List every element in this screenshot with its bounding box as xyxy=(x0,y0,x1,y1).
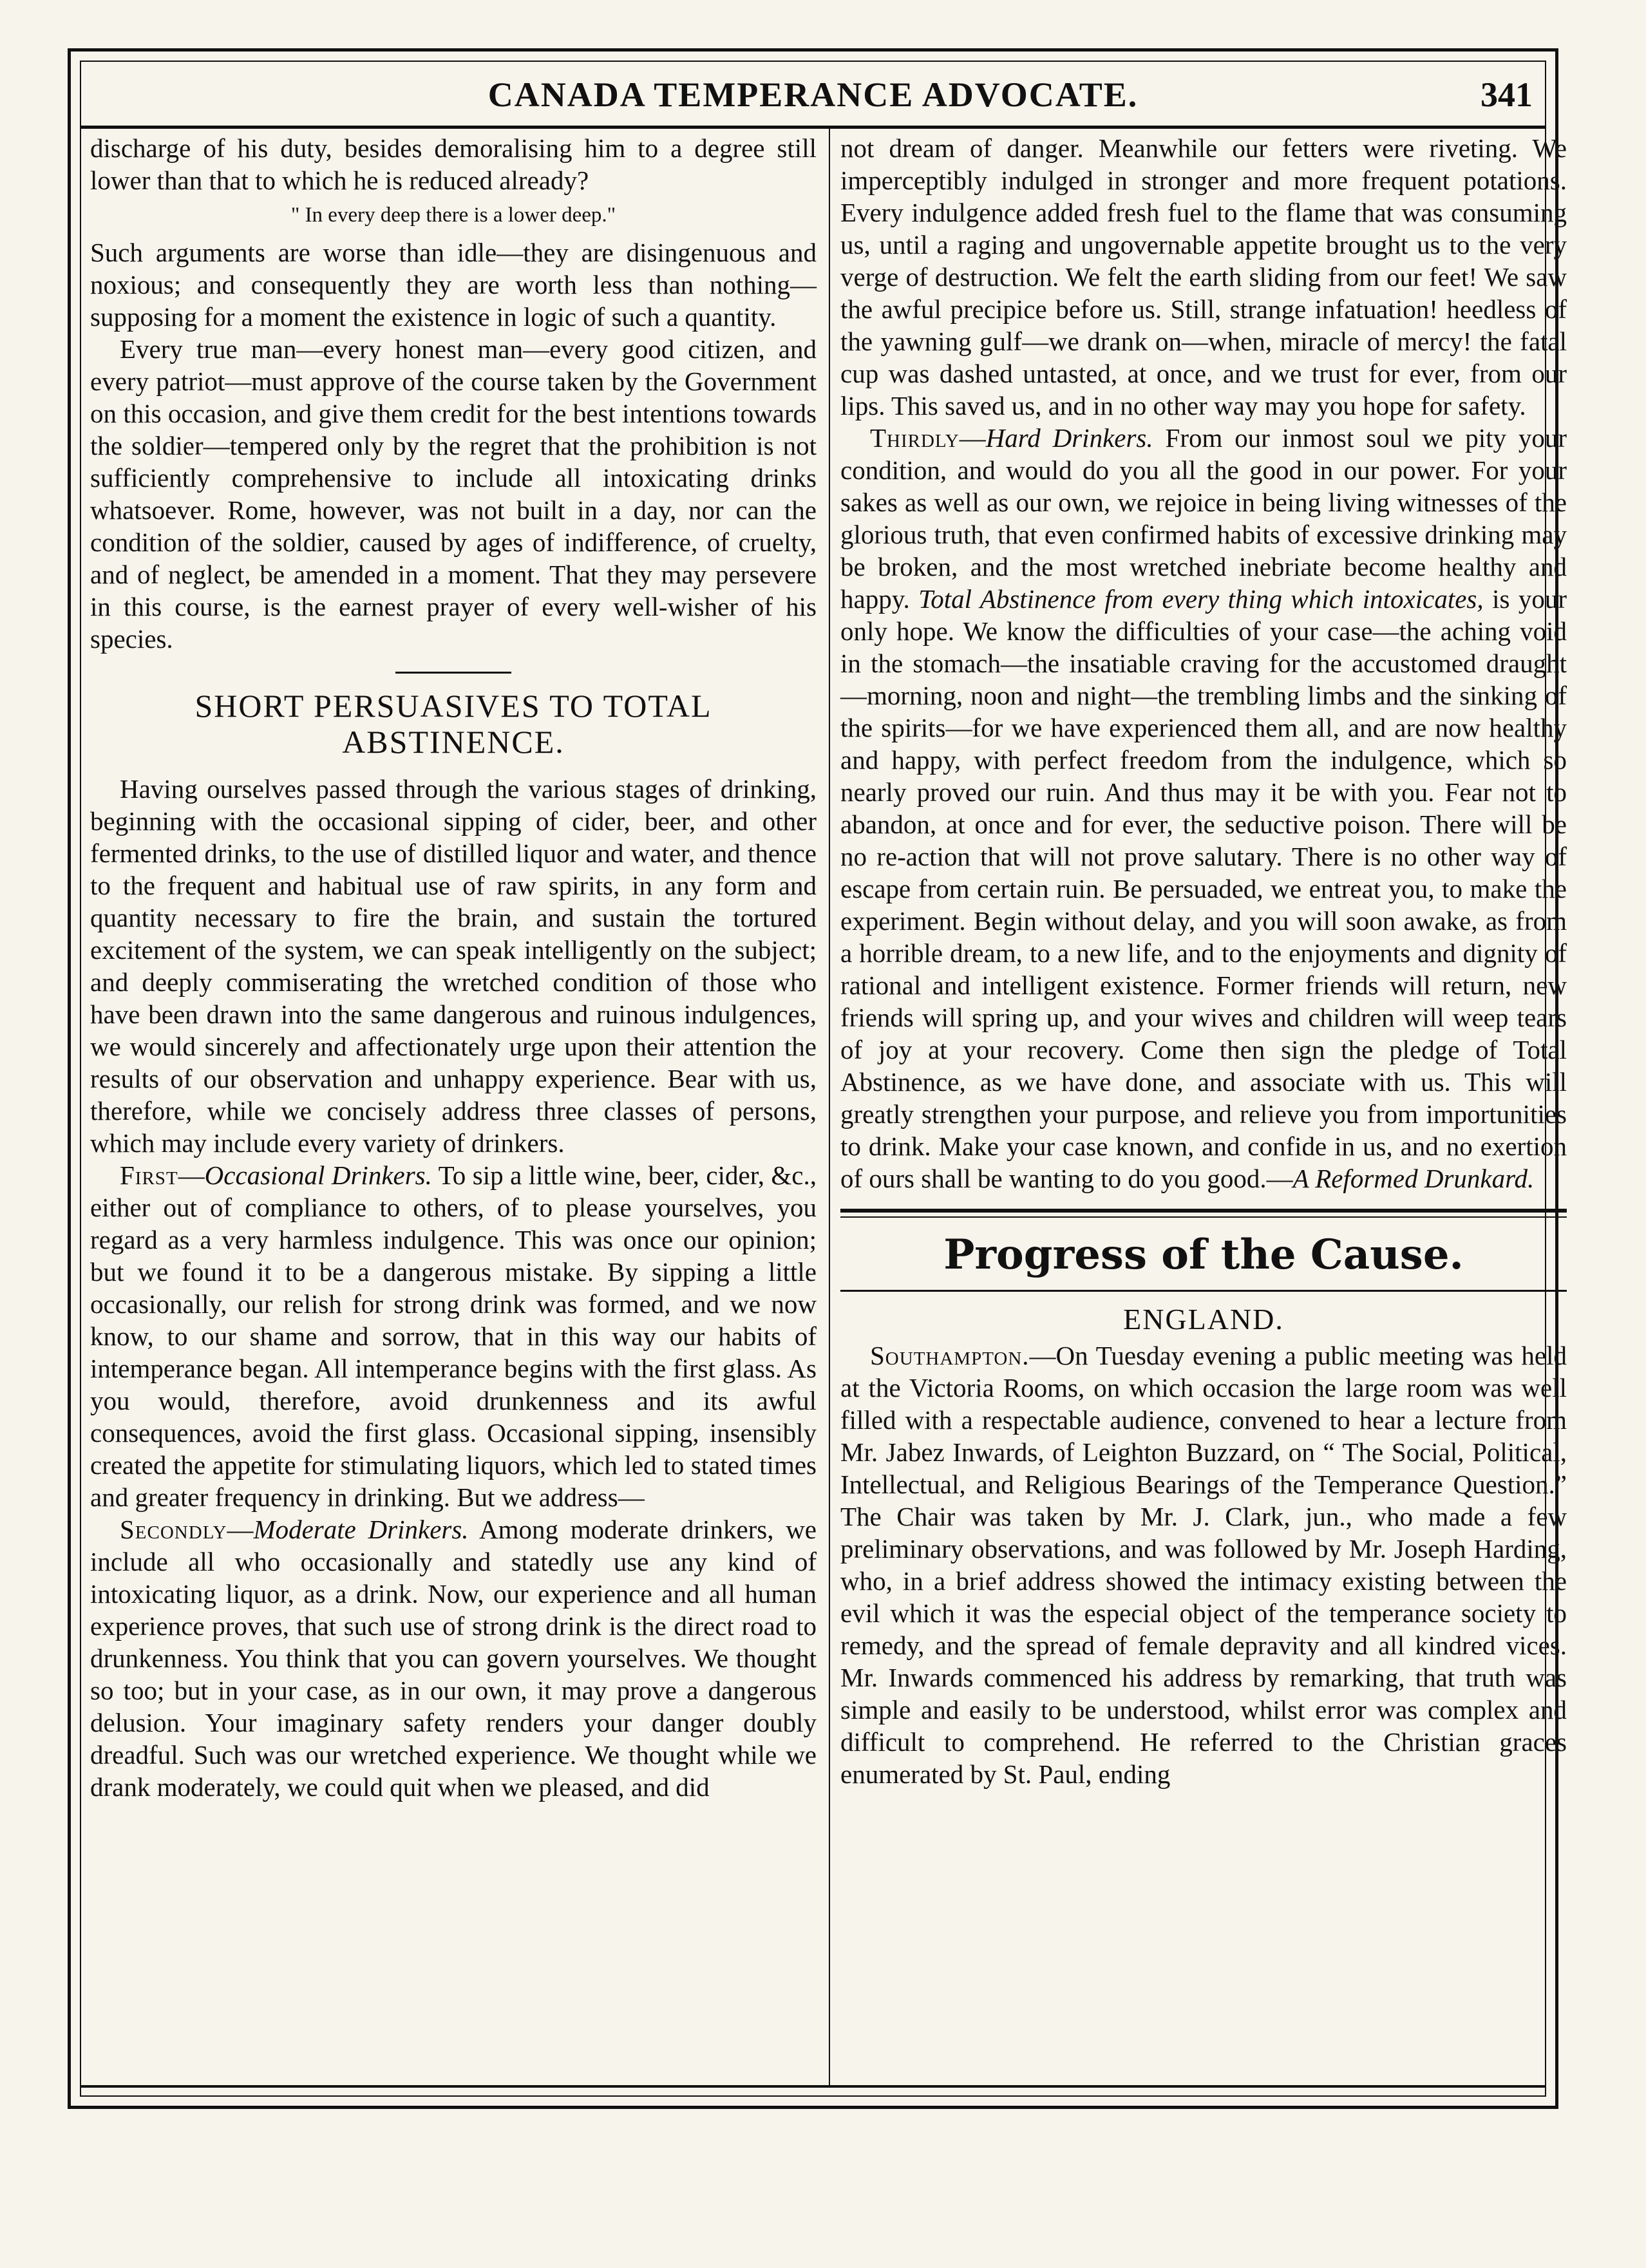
paragraph-text: —On Tuesday evening a public meeting was held at the Victoria Rooms, on which occasion the large room was well filled with a respectable audience, convened to hear a lecture from Mr. Jabez Inwards, of Leighton Buzzard, on “ The Social, Political, Intellectual, and Religious Bearings of the Temperance Question.” The Chair was taken by Mr. J. Clark, jun., who made a few preliminary observations, and was followed by Mr. Joseph Harding, who, in a brief address showed the intimacy existing between the evil which it was the especial object of the temperance society to remedy, and the spread of female depravity and all kindred vices. Mr. Inwards commenced his address by remarking, that truth was simple and easily to be understood, whilst error was complex and difficult to comprehend. He referred to the Christian graces enumerated by St. Paul, ending xyxy=(840,1341,1567,1789)
paragraph: Every true man—every honest man—every good citizen, and every patriot—must approve of the course taken by the Government on this occasion, and give them credit for the best intentions towards the soldier—tempered only by the regret that the prohibition is not sufficiently comprehensive to include all intoxicating drinks whatsoever. Rome, however, was not built in a day, nor can the condition of the soldier, caused by ages of indifference, of cruelty, and of neglect, be amended in a moment. That they may persevere in this course, is the earnest prayer of every well-wisher of his species. xyxy=(90,334,817,654)
class-label: First xyxy=(120,1160,178,1190)
class-title: Occasional Drinkers. xyxy=(204,1160,432,1190)
header-rule xyxy=(80,126,1546,129)
paragraph-report xyxy=(840,1339,1567,1790)
paragraph-text: Among moderate drinkers, we include all who occasionally and statedly use any kind of intoxicating liquor, as a drink. Now, our experience and all human experience proves, that such use of strong drink is the direct road to drunkenness. You think that you can govern yourselves. We thought so too; but in your case, as in our own, it may prove a dangerous delusion. Your imaginary safety renders your danger doubly dreadful. Such was our wretched experience. We thought while we drank moderately, we could quit when we pleased, and did xyxy=(90,1515,817,1802)
paragraph-second-class: Secondly—Moderate Drinkers. Among moderate drinkers, we include all who occasionally and statedly use any kind of intoxicating liquor, as a drink. Now, our experience and all human experience proves, that such use of strong drink is the direct road to drunkenness. You think that you can govern yourselves. We thought so too; but in your case, as in our own, it may prove a dangerous delusion. Your imaginary safety renders your danger doubly dreadful. Such was our wretched experience. We thought while we drank moderately, we could quit when we pleased, and did xyxy=(90,1515,817,1802)
section-double-rule xyxy=(840,1209,1567,1218)
page-number: 341 xyxy=(1480,75,1533,114)
section-divider xyxy=(395,672,511,674)
publication-title: CANADA TEMPERANCE ADVOCATE. xyxy=(487,75,1139,114)
paragraph-continued: discharge of his duty, besides demoralising him to a degree still lower than that to which he is reduced already? xyxy=(90,133,817,195)
paragraph-text: is your only hope. We know the difficulties of your case—the aching void in the stomach—the insatiable craving for the accustomed draught—morning, noon and night—the trembling limbs and the sinking of the spirits—for we have experienced them all, and are now healthy and happy, with perfect freedom from the indulgence, which so nearly proved our ruin. And thus may it be with you. Fear not to abandon, at once and for ever, the seductive poison. There will be no re-action that will not prove salutary. There is no other way of escape from certain ruin. Be persuaded, we entreat you, to make the experiment. Begin without delay, and you will soon awake, as from a horrible dream, to a new life, and to the enjoyments and dignity of rational and intelligent existence. Former friends will return, new friends will spring up, and your wives and children will weep tears of joy at your recovery. Come then sign the pledge of Total Abstinence, as we have done, and associate with us. This will greatly strengthen your purpose, and relieve you from importunities to drink. Make your case known, and confide in us, and no exertion of ours shall be wanting to do you good.— xyxy=(840,584,1567,1193)
section-heading-progress: Progress of the Cause. xyxy=(943,1231,1464,1279)
paragraph: Such arguments are worse than idle—they are disingenuous and noxious; and consequently they are worth less than nothing—supposing for a moment the existence in logic of such a quantity. xyxy=(90,238,817,332)
country-heading: ENGLAND. xyxy=(1123,1303,1284,1336)
paragraph-continued: not dream of danger. Meanwhile our fetters were riveting. We imperceptibly indulged in stronger and more frequent potations. Every indulgence added fresh fuel to the flame that was consuming us, until a raging and ungovernable appetite brought us to the very verge of destruction. We felt the earth sliding from our feet! We saw the awful precipice before us. Still, strange infatuation! heedless of the yawning gulf—we drank on—when, miracle of mercy! the fatal cup was dashed untasted, at once, and we trust for ever, from our lips. This saved us, and in no other way may you hope for safety. xyxy=(840,133,1567,421)
column-divider xyxy=(829,129,830,2086)
footer-rule xyxy=(80,2085,1546,2088)
paragraph-third-class: Thirdly—Hard Drinkers. From our inmost soul we pity your condition, and would do you all the good in our power. For your sakes as well as our own, we rejoice in being living witnesses of the glorious truth, that even confirmed habits of excessive drinking may be broken, and the most wretched inebriate become healthy and happy. Total Abstinence from every thing which intoxicates, is your only hope. We know the difficulties of your case—the aching void in the stomach—the insatiable craving for the accustomed draught—morning, noon and night—the trembling limbs and the sinking of the spirits—for we have experienced them all, and are now healthy and happy, with perfect freedom from the indulgence, which so nearly proved our ruin. And thus may it be with you. Fear not to abandon, at once and for ever, the seductive poison. There will be no re-action that will not prove salutary. There is no other way of escape from certain ruin. Be persuaded, we entreat you, to make the experiment. Begin without delay, and you will soon awake, as from a horrible dream, to a new life, and to the enjoyments and dignity of rational and intelligent existence. Former friends will return, new friends will spring up, and your wives and children will weep tears of joy at your recovery. Come then sign the pledge of Total Abstinence, as we have done, and associate with us. This will greatly strengthen your purpose, and relieve you from importunities to drink. Make your case known, and confide in us, and no exertion of ours shall be wanting to do you good.—A Reformed Drunkard. xyxy=(840,423,1567,1193)
paragraph-first-class: First—Occasional Drinkers. To sip a little wine, beer, cider, &c., either out of compliance to others, of to please yourselves, you regard as a very harmless indulgence. This was once our opinion; but we found it to be a dangerous mistake. By sipping a little occasionally, our relish for strong drink was formed, and we now know, to our shame and sorrow, that in this way our habits of intemperance began. All intemperance begins with the first glass. As you would, therefore, avoid drunkenness and its awful consequences, avoid the first glass. Occasional sipping, insensibly created the appetite for stimulating liquors, which led to stated times and greater frequency in drinking. But we address— xyxy=(90,1160,817,1512)
running-header xyxy=(80,72,1546,124)
class-label: Thirdly xyxy=(870,423,960,453)
emphasis-text: Total Abstinence from every thing which intoxicates, xyxy=(918,584,1484,614)
article-heading: SHORT PERSUASIVES TO TOTAL ABSTINENCE. xyxy=(194,688,712,760)
left-column xyxy=(90,132,817,1803)
class-title: Moderate Drinkers. xyxy=(253,1515,469,1544)
epigraph-quote: " In every deep there is a lower deep." xyxy=(290,203,616,227)
signature: A Reformed Drunkard. xyxy=(1292,1164,1535,1193)
paragraph: Having ourselves passed through the various stages of drinking, beginning with the occasional sipping of cider, beer, and other fermented drinks, to the use of distilled liquor and water, and thence to the frequent and habitual use of raw spirits, in any form and quantity necessary to fire the brain, and sustain the tortured excitement of the system, we can speak intelligently on the subject; and deeply commiserating the wretched condition of those who have been drawn into the same dangerous and ruinous indulgences, we would sincerely and affectionately urge upon their attention the results of our observation and unhappy experience. Bear with us, therefore, while we concisely address three classes of persons, which may include every variety of drinkers. xyxy=(90,774,817,1158)
right-column xyxy=(840,132,1567,1790)
place-label: Southampton. xyxy=(870,1341,1030,1370)
section-rule xyxy=(840,1290,1567,1292)
class-label: Secondly xyxy=(120,1515,227,1544)
paragraph-text: From our inmost soul we pity your condition, and would do you all the good in our power. For your sakes as well as our own, we rejoice in being living witnesses of the glorious truth, that even confirmed habits of excessive drinking may be broken, and the most wretched inebriate become healthy and happy. xyxy=(840,423,1567,614)
class-title: Hard Drinkers. xyxy=(985,423,1153,453)
paragraph-text: To sip a little wine, beer, cider, &c., either out of compliance to others, of to please yourselves, you regard as a very harmless indulgence. This was once our opinion; but we found it to be a dangerous mistake. By sipping a little occasionally, our relish for strong drink was formed, and we now know, to our shame and sorrow, that in this way our habits of intemperance began. All intemperance begins with the first glass. As you would, therefore, avoid drunkenness and its awful consequences, avoid the first glass. Occasional sipping, insensibly created the appetite for stimulating liquors, which led to stated times and greater frequency in drinking. But we address— xyxy=(90,1160,817,1512)
